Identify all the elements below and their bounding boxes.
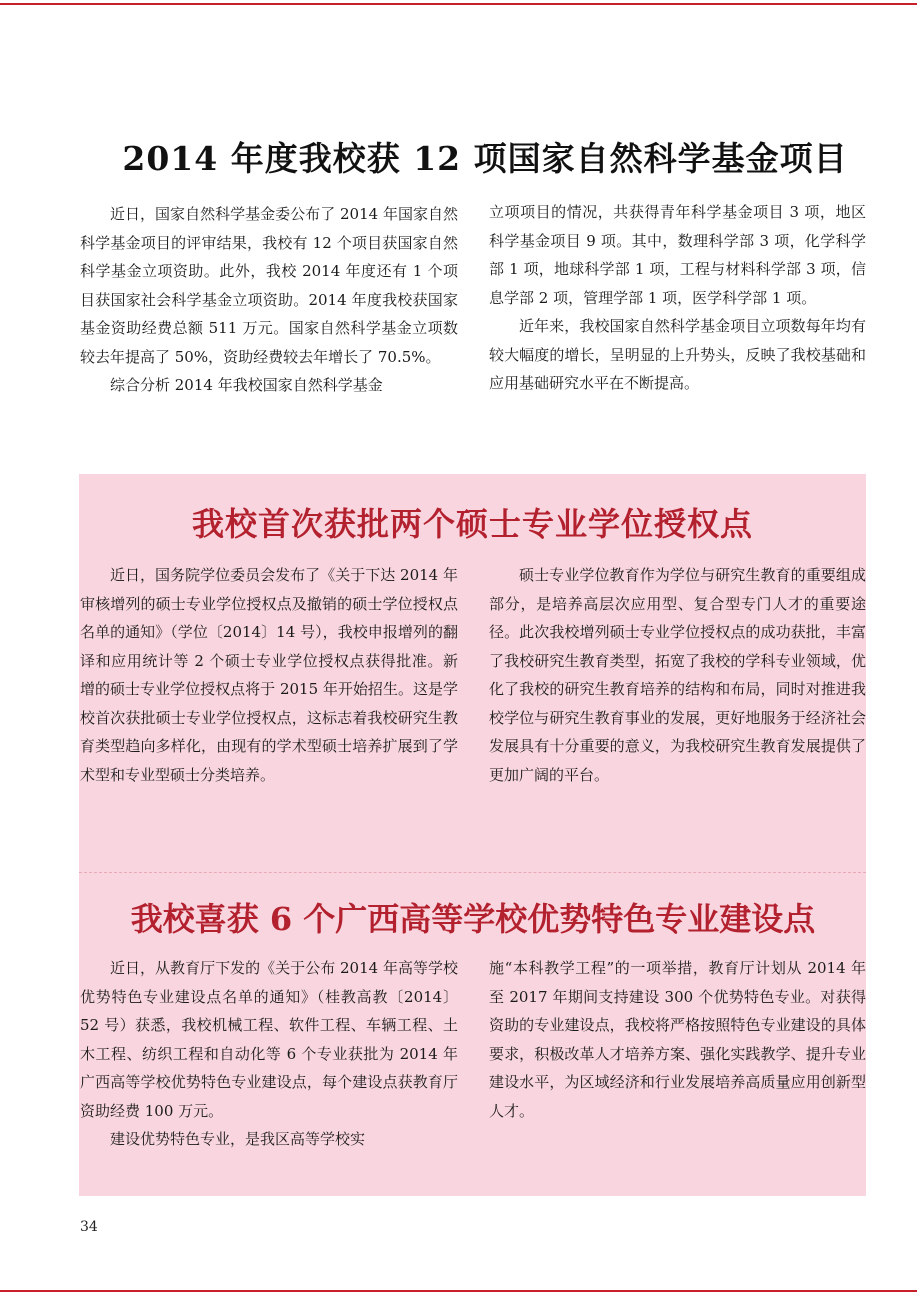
article-paragraph: 综合分析 2014 年我校国家自然科学基金	[110, 376, 383, 394]
article-column-left	[80, 200, 458, 400]
article-paragraph: 建设优势特色专业，是我区高等学校实	[110, 1130, 366, 1148]
article-column-right	[489, 198, 866, 398]
article-paragraph: 硕士专业学位教育作为学位与研究生教育的重要组成部分，是培养高层次应用型、复合型专门人才的重要途径。此次我校增列硕士专业学位授权点的成功获批，丰富了我校研究生教育类型，拓宽了我校的学科专业领域，优化了我校的研究生教育培养的结构和布局，同时对推进我校学位与研究生教育事业的发展，更好地服务于经济社会发展具有十分重要的意义，为我校研究生教育发展提供了更加广阔的平台。	[489, 566, 866, 784]
article-column-right	[489, 954, 866, 1125]
article-title-specialty-programs: 我校喜获 6 个广西高等学校优势特色专业建设点	[130, 900, 816, 938]
article-paragraph: 近日，国务院学位委员会发布了《关于下达 2014 年审核增列的硕士专业学位授权点及撤销的硕士学位授权点名单的通知》（学位〔2014〕14 号），我校申报增列的翻译和应用统计等 2 个硕士专业学位授权点获得批准。新增的硕士专业学位授权点将于 2015 年开始招生。这是学校首次获批硕士专业学位授权点，这标志着我校研究生教育类型趋向多样化，由现有的学术型硕士培养扩展到了学术型和专业型硕士分类培养。	[80, 566, 458, 784]
article-paragraph-continued: 立项项目的情况，共获得青年科学基金项目 3 项，地区科学基金项目 9 项。其中，数理科学部 3 项，化学科学部 1 项，地球科学部 1 项，工程与材料科学部 3 项，信息学部 2 项，管理学部 1 项，医学科学部 1 项。	[489, 203, 866, 307]
article-paragraph: 近年来，我校国家自然科学基金项目立项数每年均有较大幅度的增长，呈明显的上升势头，反映了我校基础和应用基础研究水平在不断提高。	[489, 317, 866, 392]
article-paragraph: 近日，从教育厅下发的《关于公布 2014 年高等学校优势特色专业建设点名单的通知》（桂教高教〔2014〕52 号）获悉，我校机械工程、软件工程、车辆工程、土木工程、纺织工程和自动化等 6 个专业获批为 2014 年广西高等学校优势特色专业建设点，每个建设点获教育厅资助经费 100 万元。	[80, 959, 458, 1120]
article-column-left	[80, 561, 458, 789]
article-paragraph: 近日，国家自然科学基金委公布了 2014 年国家自然科学基金项目的评审结果，我校有 12 个项目获国家自然科学基金立项资助。此外，我校 2014 年度还有 1 个项目获国家社会科学基金立项资助。2014 年度我校获国家基金资助经费总额 511 万元。国家自然科学基金立项数较去年提高了 50%，资助经费较去年增长了 70.5%。	[80, 205, 458, 366]
article-paragraph-continued: 施“本科教学工程”的一项举措，教育厅计划从 2014 年至 2017 年期间支持建设 300 个优势特色专业。对获得资助的专业建设点，我校将严格按照特色专业建设的具体要求，积极改革人才培养方案、强化实践教学、提升专业建设水平，为区域经济和行业发展培养高质量应用创新型人才。	[489, 959, 866, 1120]
article-column-left	[80, 954, 458, 1154]
bottom-rule	[0, 1290, 917, 1292]
page-number: 34	[80, 1219, 98, 1235]
article-column-right	[489, 561, 866, 789]
article-title-nsfc: 2014 年度我校获 12 项国家自然科学基金项目	[122, 139, 848, 178]
article-title-master-degree: 我校首次获批两个硕士专业学位授权点	[191, 505, 753, 543]
panel-divider	[79, 872, 866, 873]
top-rule	[0, 3, 917, 5]
